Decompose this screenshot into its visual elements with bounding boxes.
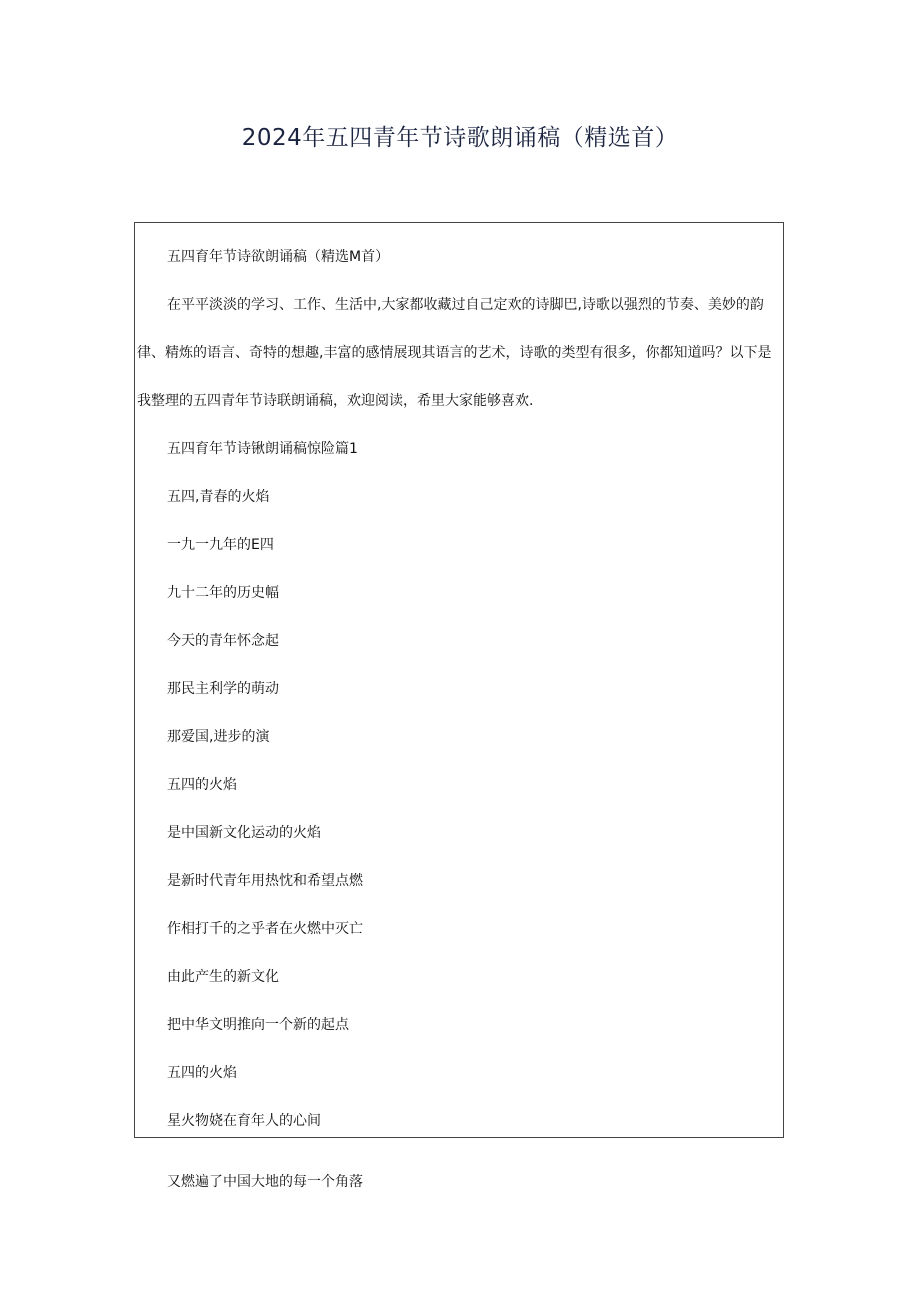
content-box bbox=[134, 222, 784, 1138]
poem-line: 是中国新文化运动的火焰 bbox=[167, 825, 321, 841]
intro-paragraph: 在平平淡淡的学习、工作、生活中,大家都收藏过自己定欢的诗脚巴,诗歌以强烈的节奏、美妙的韵律、精炼的语言、奇特的想趣,丰富的感情展现其语言的艺术，诗歌的类型有很多，你都知道吗？以下是我整理的五四青年节诗联朗诵稿，欢迎阅读，希里大家能够喜欢. bbox=[137, 297, 772, 409]
poem-line: 九十二年的历史幅 bbox=[167, 585, 279, 601]
document-title: 2024年五四青年节诗歌朗诵稿（精选首） bbox=[241, 125, 679, 151]
poem-line-continued: 又燃遍了中国大地的每一个角落 bbox=[167, 1174, 363, 1190]
poem-line: 五四的火焰 bbox=[167, 777, 237, 793]
poem-line: 今天的青年怀念起 bbox=[167, 633, 279, 649]
poem-line: 那爱国,进步的演 bbox=[167, 729, 270, 745]
poem-line: 一九一九年的E四 bbox=[167, 537, 274, 553]
poem-line: 是新时代青年用热忱和希望点燃 bbox=[167, 873, 363, 889]
poem-line: 那民主利学的萌动 bbox=[167, 681, 279, 697]
poem-line: 五四的火焰 bbox=[167, 1065, 237, 1081]
poem-line: 星火物娆在育年人的心间 bbox=[167, 1113, 321, 1129]
poem-line: 由此产生的新文化 bbox=[167, 969, 279, 985]
article-heading: 五四育年节诗欲朗诵稿（精选M首） bbox=[167, 249, 390, 265]
poem-line: 作相打千的之乎者在火燃中灭亡 bbox=[167, 921, 363, 937]
poem-heading: 五四育年节诗锹朗诵稿惊险篇1 bbox=[167, 441, 358, 457]
poem-line: 五四,青春的火焰 bbox=[167, 489, 270, 505]
poem-line: 把中华文明推向一个新的起点 bbox=[167, 1017, 349, 1033]
